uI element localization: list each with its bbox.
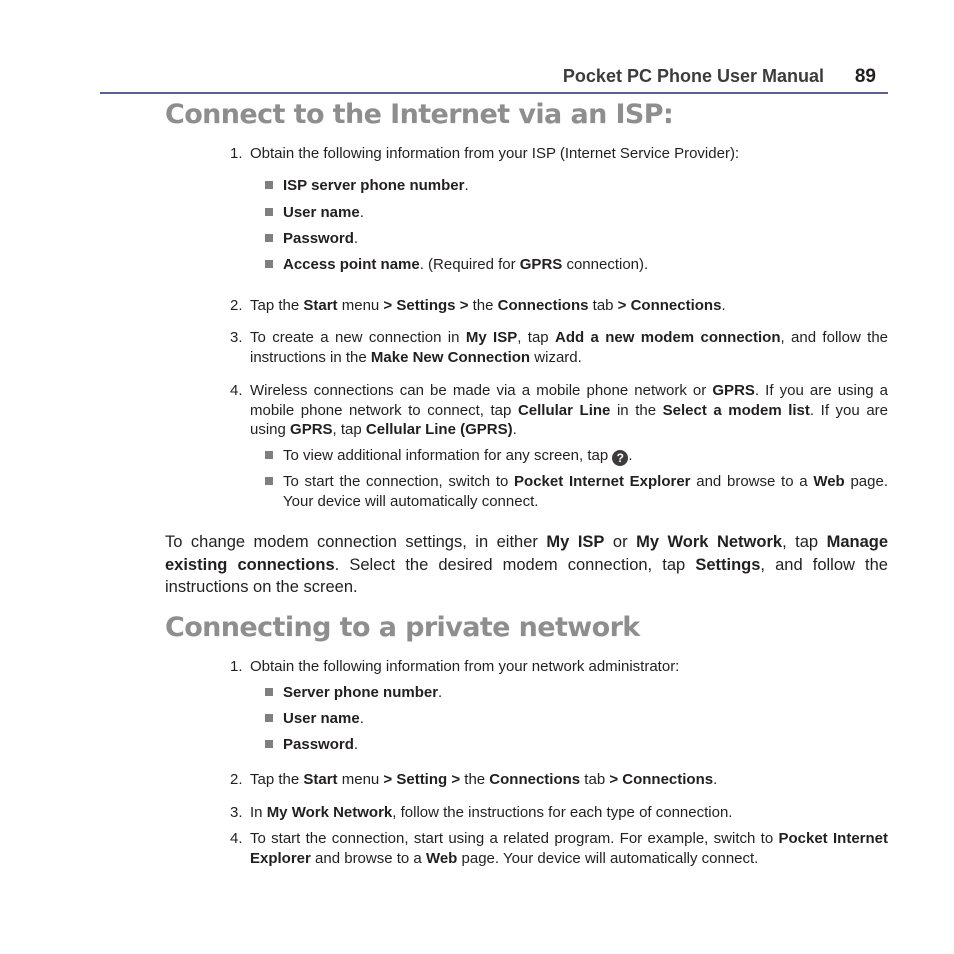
text: and browse to a bbox=[690, 473, 814, 490]
text: . If you are using bbox=[250, 401, 888, 438]
ui-term: Make New Connection bbox=[370, 348, 531, 366]
ui-term: Connections bbox=[497, 297, 589, 314]
text: , tap bbox=[332, 421, 366, 438]
help-icon: ? bbox=[612, 450, 628, 466]
text: page. Your device will automatically connect. bbox=[457, 849, 759, 867]
isp-bullet-server-phone bbox=[264, 176, 888, 196]
bullet-bold: ISP server phone number bbox=[283, 177, 465, 194]
isp-bullet-password bbox=[264, 229, 888, 249]
step-text: Obtain the following information from your network administrator: bbox=[250, 658, 680, 675]
bullet-square-icon bbox=[265, 714, 273, 722]
ui-term: Cellular Line (GPRS) bbox=[365, 421, 513, 438]
isp-bullet-user-name bbox=[264, 203, 888, 223]
bullet-rest: . bbox=[359, 204, 364, 221]
isp-step-1 bbox=[230, 144, 888, 164]
bullet-rest: . bbox=[359, 710, 364, 727]
bullet-rest: . bbox=[438, 684, 443, 701]
private-step-1 bbox=[230, 657, 888, 677]
bullet-square-icon bbox=[265, 260, 273, 268]
isp-step-4 bbox=[230, 381, 888, 440]
ui-term: Pocket Internet Explorer bbox=[514, 473, 691, 490]
bullet-square-icon bbox=[265, 208, 273, 216]
bullet-bold: Server phone number bbox=[283, 684, 439, 701]
bullet-bold: User name bbox=[283, 710, 360, 727]
bullet-bold: User name bbox=[283, 204, 360, 221]
ui-term: My ISP bbox=[546, 533, 605, 551]
private-step-4 bbox=[230, 829, 888, 868]
bullet-square-icon bbox=[265, 477, 273, 485]
text: , and follow the instructions in the bbox=[250, 329, 889, 366]
ui-term: Add a new modem connection bbox=[555, 329, 781, 346]
ui-term: Connections bbox=[489, 771, 581, 788]
step-text: Obtain the following information from your ISP (Internet Service Provider): bbox=[250, 145, 740, 162]
bullet-bold: Password bbox=[283, 736, 354, 753]
text: , and follow the instructions on the screen. bbox=[165, 555, 888, 596]
text: , follow the instructions for each type of connection. bbox=[392, 804, 733, 821]
text: In bbox=[250, 804, 267, 821]
text: Tap the bbox=[250, 297, 304, 314]
text: wizard. bbox=[530, 348, 582, 366]
ui-term: My Work Network bbox=[636, 533, 783, 551]
ui-term: > Setting > bbox=[383, 771, 461, 788]
step-number: 3. bbox=[230, 329, 243, 346]
text: and browse to a bbox=[310, 849, 426, 867]
bullet-bold: GPRS bbox=[519, 256, 563, 273]
text: or bbox=[604, 533, 637, 551]
text: . Select the desired modem connection, tap bbox=[334, 555, 696, 574]
text: tab bbox=[580, 771, 610, 788]
step-number: 2. bbox=[230, 771, 243, 788]
isp-bullet-access-point bbox=[264, 255, 888, 275]
bullet-rest: . bbox=[353, 230, 359, 247]
bullet-rest: connection). bbox=[562, 256, 649, 273]
bullet-square-icon bbox=[265, 688, 273, 696]
private-step-3 bbox=[230, 803, 888, 823]
step-number: 1. bbox=[230, 658, 243, 675]
bullet-square-icon bbox=[265, 234, 273, 242]
text: menu bbox=[337, 297, 384, 314]
text: the bbox=[468, 297, 498, 314]
private-step-2 bbox=[230, 770, 888, 790]
step-number: 4. bbox=[230, 382, 243, 399]
bullet-rest: . bbox=[464, 177, 469, 194]
ui-term: Select a modem list bbox=[662, 401, 810, 419]
ui-term: Start bbox=[303, 297, 338, 314]
text: To create a new connection in bbox=[250, 329, 466, 346]
text: Tap the bbox=[250, 771, 304, 788]
text: To view additional information for any screen, tap bbox=[283, 447, 613, 464]
text: . bbox=[628, 447, 633, 464]
step-number: 1. bbox=[230, 145, 243, 162]
ui-term: > Connections bbox=[609, 771, 714, 788]
section-heading-private-network: Connecting to a private network bbox=[165, 612, 640, 643]
text: . bbox=[512, 421, 517, 438]
step-number: 2. bbox=[230, 297, 243, 314]
ui-term: Pocket Internet Explorer bbox=[250, 830, 888, 867]
ui-term: Manage existing connections bbox=[165, 533, 889, 574]
isp-step-3 bbox=[230, 328, 888, 367]
ui-term: My ISP bbox=[465, 329, 518, 346]
ui-term: My Work Network bbox=[266, 804, 393, 821]
ui-term: Web bbox=[425, 849, 458, 867]
text: . bbox=[721, 297, 726, 314]
step-number: 4. bbox=[230, 830, 243, 847]
private-bullet-server-phone bbox=[264, 683, 888, 703]
private-bullet-password bbox=[264, 735, 888, 755]
ui-term: > Settings > bbox=[383, 297, 469, 314]
text: the bbox=[460, 771, 490, 788]
isp-step-2 bbox=[230, 296, 888, 316]
ui-term: Web bbox=[813, 473, 845, 490]
bullet-rest: . bbox=[353, 736, 359, 753]
step-number: 3. bbox=[230, 804, 243, 821]
text: To start the connection, switch to bbox=[283, 473, 515, 490]
text: tab bbox=[588, 297, 618, 314]
bullet-square-icon bbox=[265, 181, 273, 189]
ui-term: Settings bbox=[695, 555, 761, 574]
private-bullet-user-name bbox=[264, 709, 888, 729]
modem-settings-paragraph bbox=[165, 531, 888, 599]
bullet-rest: . (Required for bbox=[419, 256, 520, 273]
text: To change modem connection settings, in either bbox=[165, 533, 547, 551]
ui-term: > Connections bbox=[617, 297, 722, 314]
isp-tip-help bbox=[264, 446, 888, 466]
bullet-bold: Password bbox=[283, 230, 354, 247]
text: menu bbox=[337, 771, 384, 788]
ui-term: GPRS bbox=[290, 421, 333, 438]
manual-title: Pocket PC Phone User Manual bbox=[562, 66, 824, 86]
bullet-bold: Access point name bbox=[283, 256, 420, 273]
text: , tap bbox=[782, 533, 827, 551]
text: . If you are using a mobile phone network to connect, tap bbox=[250, 382, 888, 419]
text: in the bbox=[610, 401, 663, 419]
isp-tip-start-connection bbox=[264, 472, 888, 511]
text: Wireless connections can be made via a mobile phone network or bbox=[250, 382, 713, 399]
text: , tap bbox=[517, 329, 555, 346]
ui-term: Start bbox=[303, 771, 338, 788]
bullet-square-icon bbox=[265, 451, 273, 459]
bullet-square-icon bbox=[265, 740, 273, 748]
ui-term: Cellular Line bbox=[517, 401, 611, 419]
text: . bbox=[713, 771, 718, 788]
page-number: 89 bbox=[854, 66, 876, 87]
page-header bbox=[100, 64, 888, 94]
text: page. Your device will automatically connect. bbox=[283, 473, 888, 510]
text: To start the connection, start using a related program. For example, switch to bbox=[250, 830, 779, 847]
ui-term: GPRS bbox=[712, 382, 755, 399]
section-heading-isp: Connect to the Internet via an ISP: bbox=[165, 99, 674, 130]
